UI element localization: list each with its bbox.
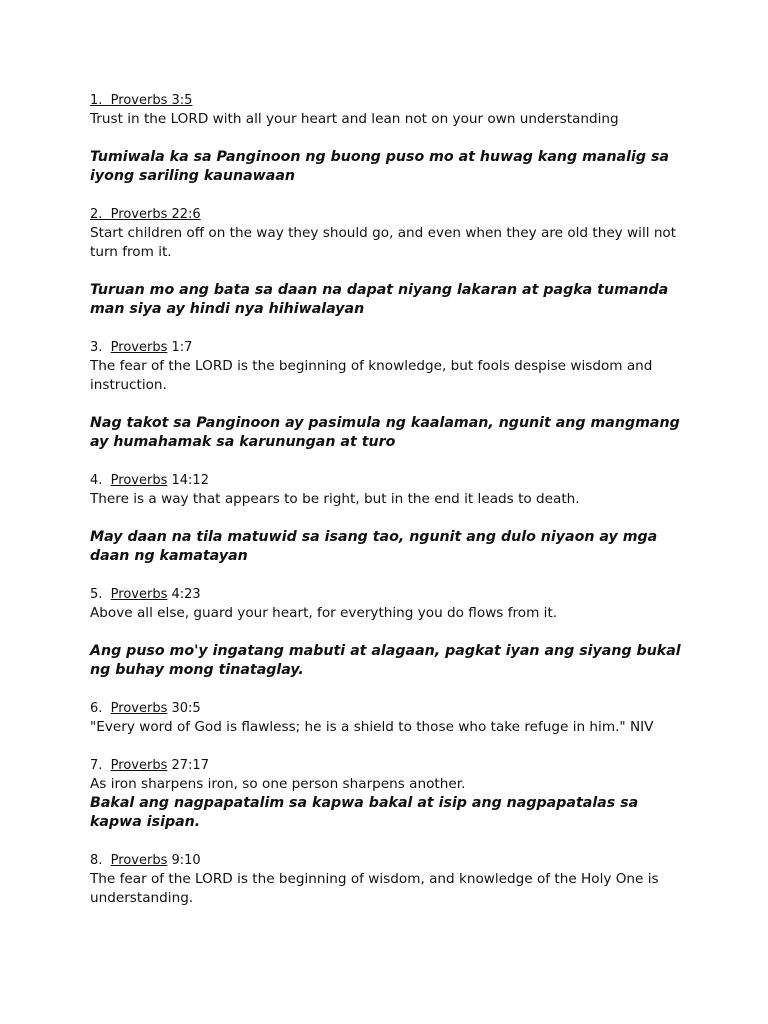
verse-english: The fear of the LORD is the beginning of knowledge, but fools despise wisdom and instruction. bbox=[90, 358, 653, 393]
verse-english: "Every word of God is flawless; he is a shield to those who take refuge in him." NIV bbox=[90, 719, 654, 735]
verse-entry-1 bbox=[90, 91, 690, 186]
verse-reference: 6. Proverbs 30:5 bbox=[90, 701, 201, 716]
verse-reference: 2. Proverbs 22:6 bbox=[90, 207, 201, 222]
verse-english: Trust in the LORD with all your heart and lean not on your own understanding bbox=[90, 111, 619, 127]
verse-english: As iron sharpens iron, so one person sharpens another. bbox=[90, 776, 466, 792]
verse-entry-3 bbox=[90, 338, 690, 452]
verse-tagalog: May daan na tila matuwid sa isang tao, ngunit ang dulo niyaon ay mga daan ng kamatayan bbox=[90, 529, 658, 564]
verse-tagalog: Bakal ang nagpapatalim sa kapwa bakal at isip ang nagpapatalas sa kapwa isipan. bbox=[90, 795, 639, 830]
verse-tagalog: Tumiwala ka sa Panginoon ng buong puso mo at huwag kang manalig sa iyong sariling kaunawaan bbox=[90, 149, 669, 184]
verse-entry-6 bbox=[90, 699, 690, 737]
verse-reference: 1. Proverbs 3:5 bbox=[90, 93, 193, 108]
verse-entry-7 bbox=[90, 756, 690, 832]
verse-reference: 7. Proverbs 27:17 bbox=[90, 758, 209, 773]
verse-entry-2 bbox=[90, 205, 690, 319]
verse-english: There is a way that appears to be right, but in the end it leads to death. bbox=[90, 491, 580, 507]
verse-entry-4 bbox=[90, 471, 690, 566]
verse-tagalog: Ang puso mo'y ingatang mabuti at alagaan, pagkat iyan ang siyang bukal ng buhay mong tinataglay. bbox=[90, 643, 681, 678]
verse-entry-5 bbox=[90, 585, 690, 680]
verse-english: Start children off on the way they should go, and even when they are old they will not turn from it. bbox=[90, 225, 677, 260]
verse-english: The fear of the LORD is the beginning of wisdom, and knowledge of the Holy One is understanding. bbox=[90, 871, 659, 906]
verse-english: Above all else, guard your heart, for everything you do flows from it. bbox=[90, 605, 558, 621]
verse-reference: 8. Proverbs 9:10 bbox=[90, 853, 201, 868]
verse-entry-8 bbox=[90, 851, 690, 908]
document-page bbox=[90, 91, 690, 908]
verse-reference: 4. Proverbs 14:12 bbox=[90, 473, 209, 488]
verse-reference: 3. Proverbs 1:7 bbox=[90, 340, 193, 355]
verse-reference: 5. Proverbs 4:23 bbox=[90, 587, 201, 602]
verse-tagalog: Nag takot sa Panginoon ay pasimula ng kaalaman, ngunit ang mangmang ay humahamak sa karunungan at turo bbox=[90, 415, 680, 450]
verse-tagalog: Turuan mo ang bata sa daan na dapat niyang lakaran at pagka tumanda man siya ay hindi nya hihiwalayan bbox=[90, 282, 669, 317]
